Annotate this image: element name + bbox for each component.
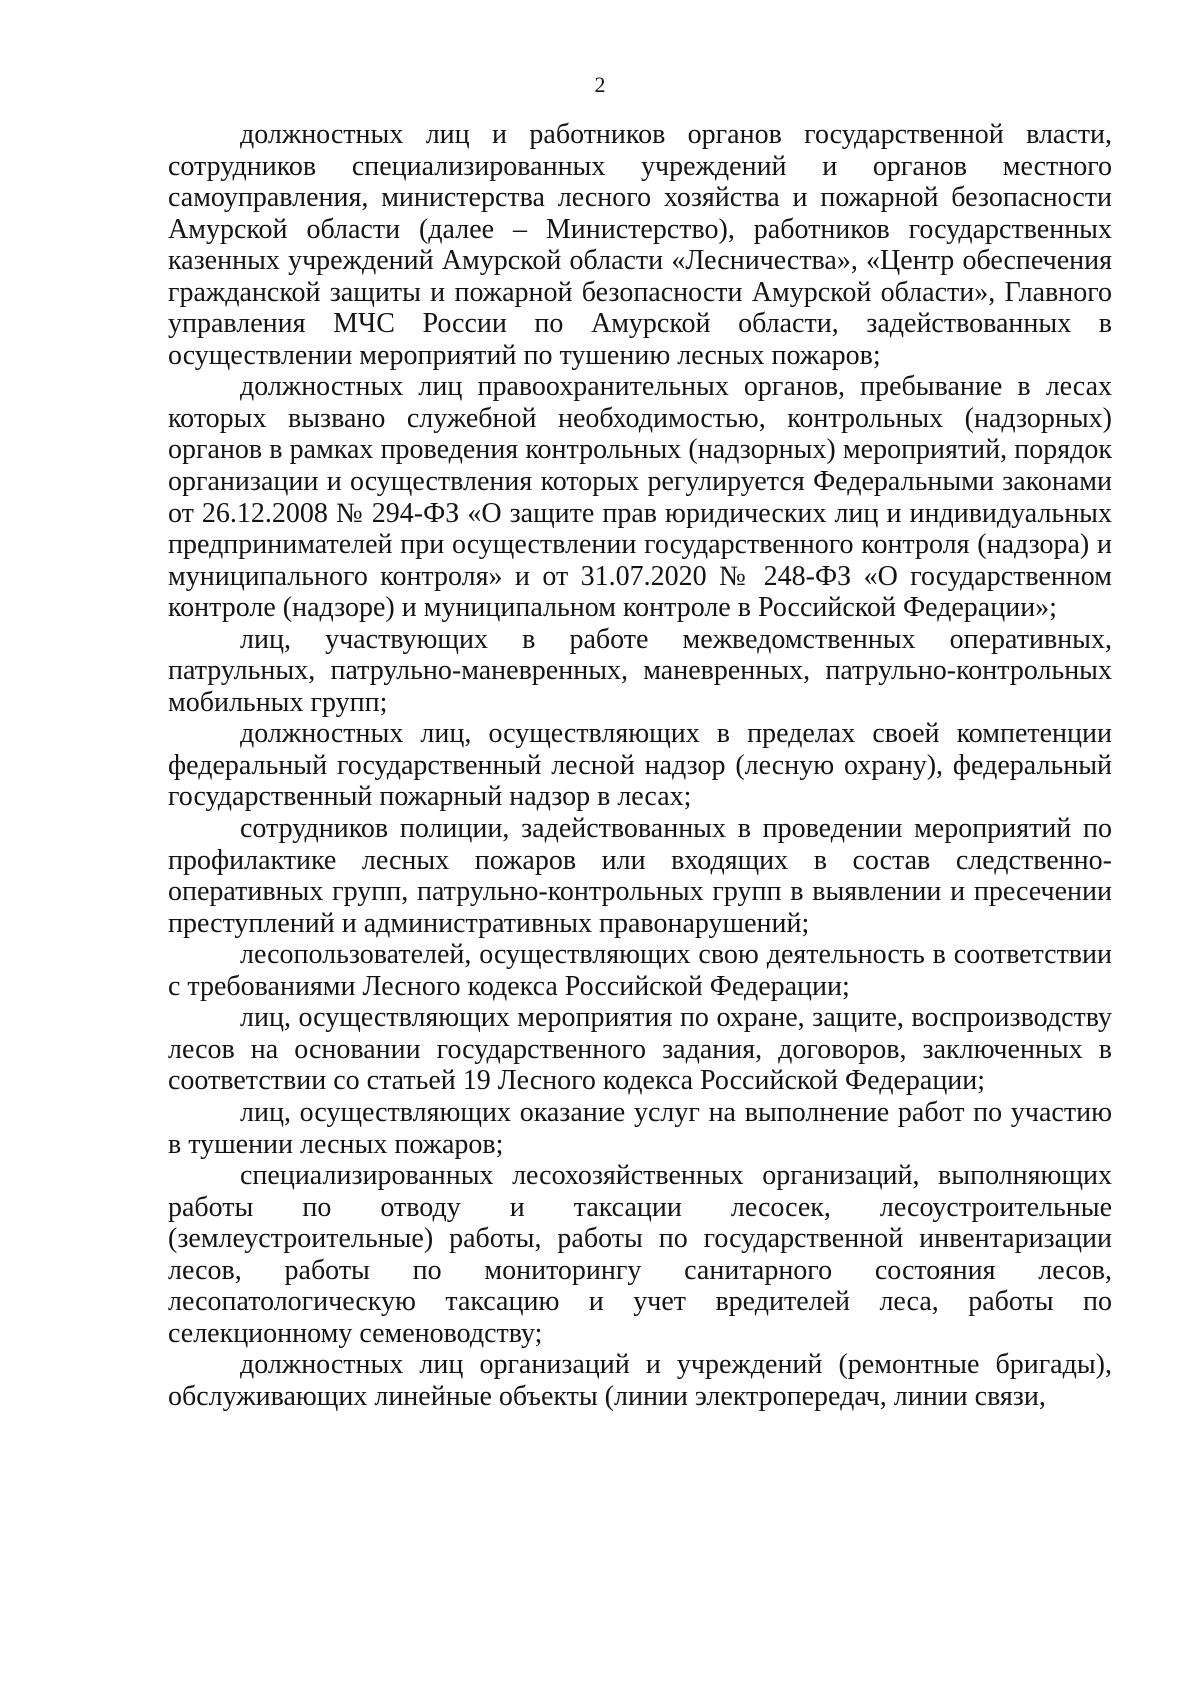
paragraph: должностных лиц, осуществляющих в пределах своей компетенции федеральный государственный лесной надзор (лесную охрану), федеральный государственный пожарный надзор в лесах; <box>168 718 1112 813</box>
paragraph: специализированных лесохозяйственных организаций, выполняющих работы по отводу и таксации лесосек, лесоустроительные (землеустроительные) работы, работы по государственной инвентаризации лесов, работы по мониторингу санитарного состояния лесов, лесопатологическую таксацию и учет вредителей леса, работы по селекционному семеноводству; <box>168 1160 1112 1349</box>
paragraph: лесопользователей, осуществляющих свою деятельность в соответствии с требованиями Лесного кодекса Российской Федерации; <box>168 939 1112 1002</box>
paragraph: лиц, осуществляющих оказание услуг на выполнение работ по участию в тушении лесных пожаров; <box>168 1096 1112 1160</box>
paragraph: должностных лиц организаций и учреждений (ремонтные бригады), обслуживающих линейные объекты (линии электропередач, линии связи, <box>168 1349 1112 1412</box>
page-number: 2 <box>594 72 606 97</box>
paragraph: должностных лиц и работников органов государственной власти, сотрудников специализированных учреждений и органов местного самоуправления, министерства лесного хозяйства и пожарной безопасности Амурской области (далее – Министерство), работников государственных казенных учреждений Амурской области «Лесничества», «Центр обеспечения гражданской защиты и пожарной безопасности Амурской области», Главного управления МЧС России по Амурской области, задействованных в осуществлении мероприятий по тушению лесных пожаров; <box>168 119 1112 371</box>
paragraph: должностных лиц правоохранительных органов, пребывание в лесах которых вызвано служебной необходимостью, контрольных (надзорных) органов в рамках проведения контрольных (надзорных) мероприятий, порядок организации и осуществления которых регулируется Федеральными законами от 26.12.2008 № 294-ФЗ «О защите прав юридических лиц и индивидуальных предпринимателей при осуществлении государственного контроля (надзора) и муниципального контроля» и от 31.07.2020 № 248-ФЗ «О государственном контроле (надзоре) и муниципальном контроле в Российской Федерации»; <box>168 371 1112 624</box>
paragraph: лиц, участвующих в работе межведомственных оперативных, патрульных, патрульно-маневренных, маневренных, патрульно-контрольных мобильных групп; <box>168 623 1112 718</box>
paragraph: лиц, осуществляющих мероприятия по охране, защите, воспроизводству лесов на основании государственного задания, договоров, заключенных в соответствии со статьей 19 Лесного кодекса Российской Федерации; <box>168 1002 1112 1097</box>
paragraph: сотрудников полиции, задействованных в проведении мероприятий по профилактике лесных пожаров или входящих в состав следственно-оперативных групп, патрульно-контрольных групп в выявлении и пресечении преступлений и административных правонарушений; <box>168 813 1112 939</box>
document-body <box>168 119 1112 1412</box>
